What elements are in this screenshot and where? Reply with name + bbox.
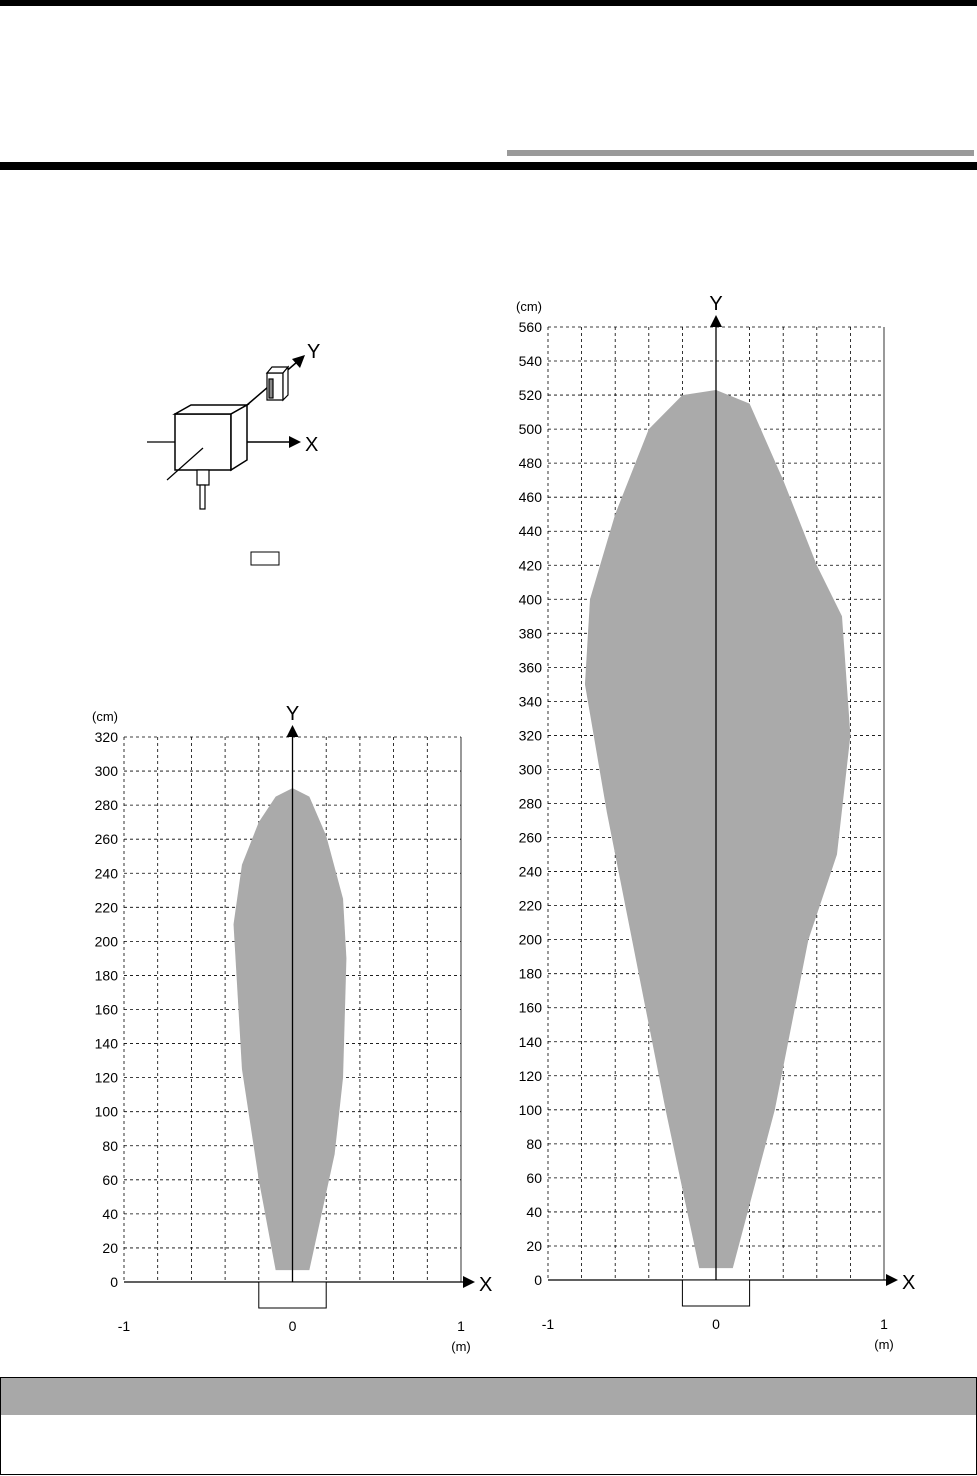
sensor-box [682,1280,749,1306]
table-body-row [0,1415,977,1475]
y-tick-label: 520 [518,387,542,404]
y-tick-label: 20 [102,1239,118,1256]
y-tick-label: 220 [518,897,542,914]
y-tick-label: 80 [102,1137,118,1154]
y-tick-label: 560 [518,319,542,335]
y-tick-label: 20 [526,1237,542,1254]
y-tick-label: 60 [102,1171,118,1188]
y-axis-name: Y [285,703,300,725]
x-tick-label: 1 [880,1316,888,1332]
y-tick-label: 120 [518,1067,542,1084]
y-tick-label: 240 [94,865,118,882]
y-tick-label: 400 [518,591,542,608]
y-tick-label: 200 [518,931,542,948]
y-unit-label: (cm) [92,709,118,724]
y-tick-label: 140 [518,1033,542,1050]
y-tick-label: 0 [110,1274,118,1290]
y-tick-label: 180 [94,967,118,984]
y-tick-label: 460 [518,489,542,506]
y-unit-label: (cm) [516,299,542,314]
table-header-bar [0,1377,977,1416]
x-unit-label: (m) [451,1339,471,1354]
x-tick-label: -1 [541,1316,555,1332]
y-tick-label: 300 [94,763,118,780]
diagram-y-label: Y [307,341,321,363]
y-tick-label: 380 [518,625,542,642]
y-tick-label: 440 [518,523,542,540]
y-tick-label: 200 [94,933,118,950]
y-tick-label: 180 [518,965,542,982]
x-tick-label: 0 [712,1316,720,1332]
y-tick-label: 100 [94,1103,118,1120]
y-tick-label: 320 [518,727,542,744]
y-tick-label: 240 [518,863,542,880]
x-axis-name: X [479,1274,493,1296]
y-tick-label: 340 [518,693,542,710]
y-tick-label: 40 [102,1205,118,1222]
y-tick-label: 260 [94,831,118,848]
y-tick-label: 140 [94,1035,118,1052]
y-tick-label: 540 [518,353,542,370]
y-tick-label: 160 [518,999,542,1016]
x-axis-arrow-icon [886,1274,898,1286]
y-tick-label: 360 [518,659,542,676]
x-axis-name: X [902,1272,916,1294]
y-tick-label: 60 [526,1169,542,1186]
y-tick-label: 100 [518,1101,542,1118]
y-tick-label: 0 [534,1272,542,1288]
y-tick-label: 160 [94,1001,118,1018]
y-axis-name: Y [709,293,723,315]
y-tick-label: 260 [518,829,542,846]
y-tick-label: 480 [518,455,542,472]
y-tick-label: 120 [94,1069,118,1086]
y-tick-label: 280 [518,795,542,812]
detection-area [585,390,850,1268]
y-tick-label: 420 [518,557,542,574]
x-tick-label: -1 [117,1318,131,1334]
x-tick-label: 1 [457,1318,465,1334]
y-tick-label: 300 [518,761,542,778]
y-axis-arrow-icon [710,315,722,327]
y-tick-label: 220 [94,899,118,916]
y-tick-label: 80 [526,1135,542,1152]
y-tick-label: 320 [94,729,118,745]
x-unit-label: (m) [874,1337,894,1352]
x-tick-label: 0 [288,1318,297,1334]
diagram-x-label: X [305,434,319,456]
y-tick-label: 40 [526,1203,542,1220]
y-tick-label: 500 [518,421,542,438]
y-tick-label: 280 [94,797,118,814]
